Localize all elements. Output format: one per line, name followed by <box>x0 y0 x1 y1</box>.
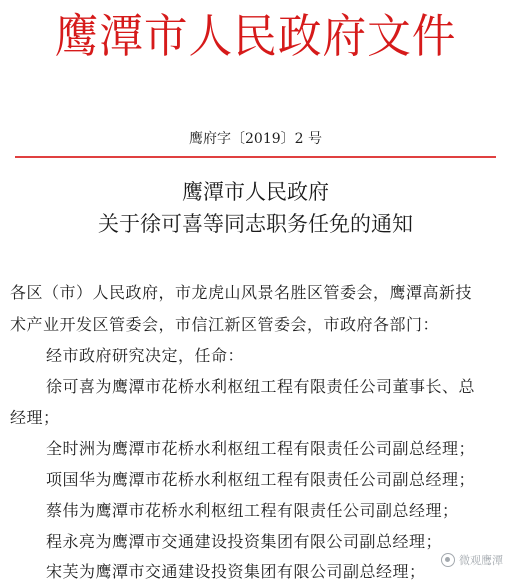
document-number: 鹰府字〔2019〕2 号 <box>189 131 322 147</box>
body-line-4: 徐可喜为鹰潭市花桥水利枢纽工程有限责任公司董事长、总 <box>46 377 476 396</box>
body-line-10: 宋芙为鹰潭市交通建设投资集团有限公司副总经理； <box>46 562 426 581</box>
body-line-6: 全时洲为鹰潭市花桥水利枢纽工程有限责任公司副总经理； <box>46 439 476 458</box>
account-watermark <box>441 552 503 568</box>
body-line-5: 经理； <box>10 408 60 427</box>
wechat-channel-icon <box>441 553 455 567</box>
body-line-1: 各区（市）人民政府，市龙虎山风景名胜区管委会，鹰潭高新技 <box>10 283 473 302</box>
issuing-authority-title: 鹰潭市人民政府文件 <box>54 9 457 63</box>
body-line-7: 项国华为鹰潭市花桥水利枢纽工程有限责任公司副总经理； <box>46 470 476 489</box>
document-header <box>0 0 511 82</box>
notice-title-line-1: 鹰潭市人民政府 <box>182 180 329 204</box>
body-line-2: 术产业开发区管委会，市信江新区管委会，市政府各部门： <box>10 315 440 334</box>
watermark-text: 微观鹰潭 <box>459 554 503 567</box>
body-line-8: 蔡伟为鹰潭市花桥水利枢纽工程有限责任公司副总经理； <box>46 501 459 520</box>
red-divider-rule <box>15 156 496 158</box>
body-line-9: 程永亮为鹰潭市交通建设投资集团有限公司副总经理； <box>46 532 443 551</box>
notice-title-line-2: 关于徐可喜等同志职务任免的通知 <box>98 212 413 236</box>
body-line-3: 经市政府研究决定，任命： <box>46 346 245 365</box>
